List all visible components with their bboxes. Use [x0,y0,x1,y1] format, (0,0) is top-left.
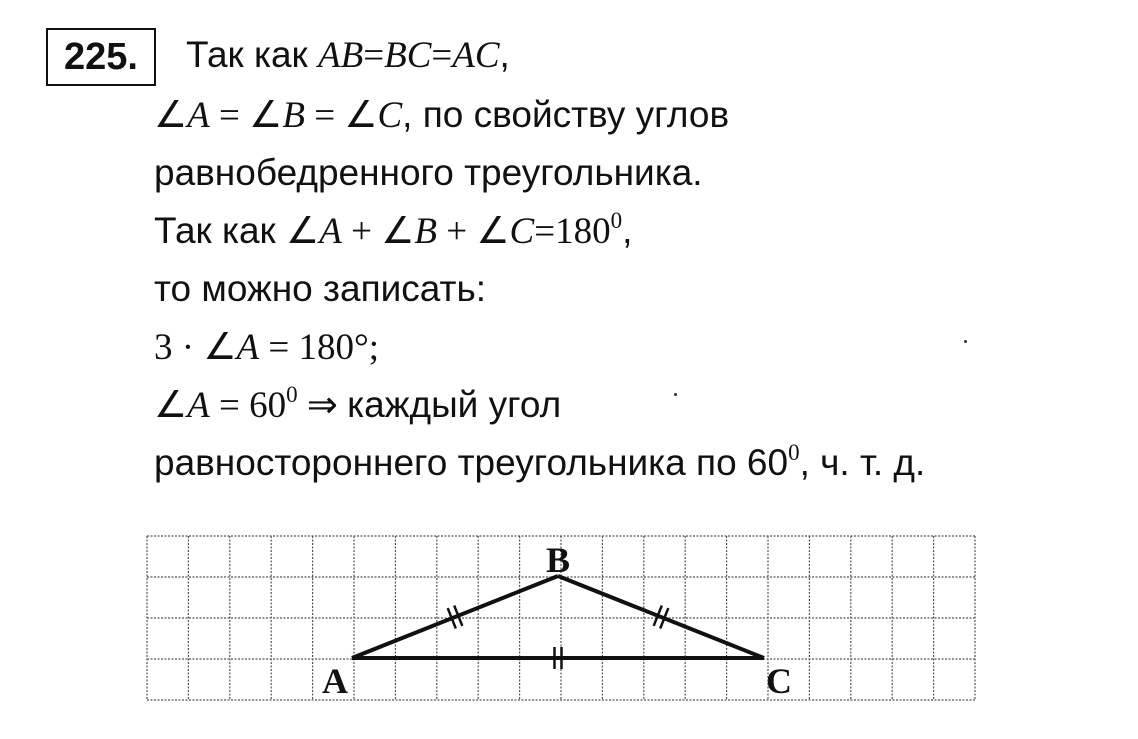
degree-superscript: 0 [286,382,298,407]
math-var: C [509,211,535,252]
degree-superscript: 0 [788,440,800,465]
vertex-label-b: B [546,540,571,580]
angle-symbol: ∠ [154,385,188,426]
math-var: AB [318,35,364,76]
implies-arrow: ⇒ [297,385,348,426]
math-var: B [282,95,305,136]
text: Так как [186,34,319,75]
number: 3 · [154,327,204,368]
degree-superscript: 0 [610,208,623,233]
angle-symbol: ∠ [476,211,510,252]
angle-symbol: ∠ [381,211,415,252]
equals-sign: = [363,35,385,76]
operator: + [341,211,382,252]
text: равнобедренного треугольника. [154,152,703,193]
text: то можно записать: [154,268,487,309]
number: =180 [534,211,611,252]
side-ab [352,576,558,658]
text: , ч. т. д. [799,442,926,483]
angle-symbol: ∠ [154,95,188,136]
text: , [499,34,510,75]
angle-symbol: ∠ [344,95,378,136]
text: равностороннего треугольника по 60 [154,442,789,483]
problem-number: 225. [46,28,156,86]
equals-sign: = [431,35,453,76]
math-var: BC [384,35,432,76]
math-var: A [319,211,342,252]
angle-symbol: ∠ [203,327,237,368]
operator: = [304,95,345,136]
math-var: A [236,327,260,368]
text: каждый угол [347,384,562,425]
operator: = [209,95,250,136]
math-var: A [187,385,210,426]
math-var: B [414,211,437,252]
operator: + [436,211,477,252]
number: = 180°; [259,327,380,368]
math-var: A [187,95,210,136]
vertex-label-a: A [322,661,348,701]
angle-symbol: ∠ [249,95,283,136]
text: Так как [154,210,287,251]
number: = 60 [209,385,287,426]
angle-symbol: ∠ [286,211,320,252]
text: , по свойству углов [402,94,730,135]
side-bc [558,576,764,658]
math-var: AC [452,35,500,76]
text: , [622,210,633,251]
triangle [352,576,764,658]
vertex-label-c: C [766,661,792,701]
math-var: C [377,95,403,136]
